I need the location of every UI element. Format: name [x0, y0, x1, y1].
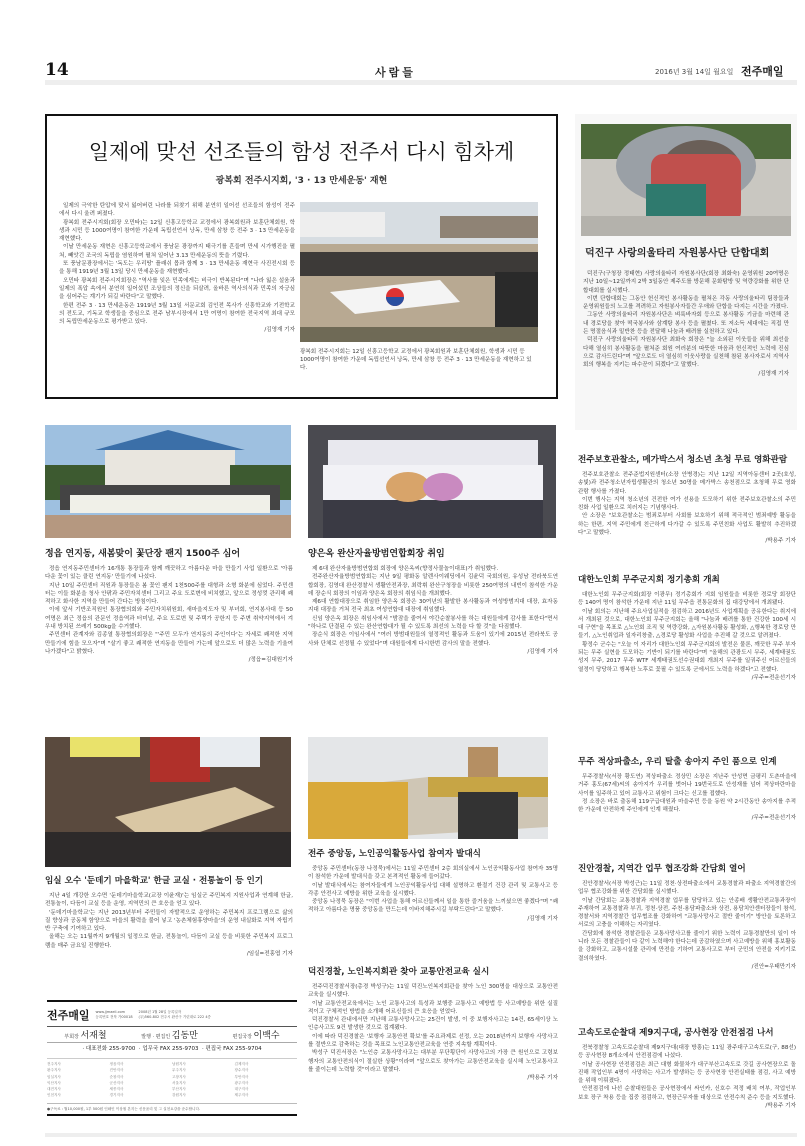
article-imsil	[45, 737, 293, 958]
paragraph: 안 소장은 "보호관찰소는 범죄로부터 사회를 보호하기 위해 적극적인 범죄예방 활동을 하는 한편, 지역 주민에게 친근하게 다가갈 수 있도록 주민친화 사업도 활발히 추진하겠다"고 말했다.	[578, 513, 796, 537]
editor-label: 편집국장	[232, 1034, 252, 1040]
paragraph: 덕진구(구청장 정태현) 사랑의울타리 자원봉사단(회장 최화숙) 운영위원 20여명은 지난 10일~12일까지 2박 3일동안 제주도를 방문해 문화탐방 및 역량강화를 위한 단합대회를 실시했다.	[583, 271, 789, 294]
byline: /김영재 기자	[527, 915, 558, 922]
masthead-note: ●구독료 : 월10,000원, 1부 500원 인쇄인 이상철 본지는 신문윤리 및 그 실천요강을 준수합니다.	[47, 1103, 297, 1116]
article-jinan-police	[578, 862, 796, 971]
article-deokjin-volunteer	[575, 114, 797, 430]
paragraph: 덕진경찰서 관내에서만 지난해 교통사망사고는 25건이 발생, 이 중 보행자사고는 14건, 65세이상 노인층사고도 9건 발생한 것으로 집계됐다.	[308, 1017, 558, 1032]
article-body	[578, 591, 796, 682]
article-probation	[578, 453, 796, 546]
branch-entry: 고창지사	[172, 1074, 186, 1079]
branch-entry: 제주지사	[234, 1093, 249, 1098]
byline: /김영재 기자	[264, 327, 295, 334]
section-title: 사람들	[375, 66, 416, 79]
paragraph: 이날 만세운동 재현은 신흥고등학교에서 풍남문 광장까지 태극기를 흔들며 만세 시가행진을 펼쳐, 빼앗긴 조국의 독립을 염원하며 펼쳐 일어난 3.13 만세운동의 뜻을 기렸다.	[59, 244, 295, 259]
paragraph: 그동안 사랑의울타리 자원봉사단은 벼룩바자회 등으로 봉사활동 기금을 마련해 관내 경로당을 찾아 떡국봉사와 삼계탕 봉사 등을 펼쳤다. 또 저소득 세대에는 직접 만든 명절음식과 밑반찬 등을 전달해 나눔과 배려를 실천하고 있다.	[583, 312, 789, 336]
byline: /정읍=김대원기자	[248, 657, 293, 664]
paragraph: 전주덕진경찰서장(총경 박성구)는 11일 덕진노인복지회관을 찾아 노인 300명을 대상으로 교통안전교육을 실시했다.	[308, 984, 558, 999]
feature-body	[59, 202, 295, 335]
footer-rule	[45, 1133, 797, 1137]
feature-photo	[300, 202, 538, 342]
tel-business: · 업무국 FAX 255-9703	[138, 1046, 199, 1052]
byline: /무주=전운선기자	[751, 815, 796, 822]
article-headline: 덕진구 사랑의울타리 자원봉사단 단합대회	[585, 248, 770, 259]
paragraph: '둔데기마을학교'는 지난 2013년부터 주민들이 자발적으로 운영하는 주민복지 프로그램으로 삶의 질 향상과 공동체 함양으로 마을의 활력을 불어 넣고 '농촌체험휴양마을'의 운영 내실화로 지역 자립기반 구축에 기여하고 있다.	[45, 909, 293, 933]
paragraph: 또 풍남문광장에서는 '독도는 우리땅' 플래쉬 몹과 함께 3 · 13 만세운동 재현극 사진전시회 등을 통해 1919년 3월 13일 당시 만세운동을 재현했다.	[59, 261, 295, 276]
editor-name: 이백수	[253, 1031, 280, 1041]
branch-entry: 장수지사	[234, 1068, 249, 1073]
article-jeongeup	[45, 425, 293, 665]
branch-entry: 순창지사	[109, 1074, 124, 1079]
paragraph: 이날 발대식에서는 참여자들에게 노인공익활동사업 대해 설명하고 환절기 건강 관리 및 교통사고 등 각종 안전사고 예방을 위한 교육을 실시했다.	[308, 882, 558, 897]
article-body	[583, 270, 789, 378]
paragraph: 올해는 오는 11월까지 9개월의 일정으로 한글, 전통놀이, 다듬이 교실 등을 비롯한 주민복지 프로그램을 매주 금요일 진행한다.	[45, 934, 293, 949]
branch-entry: 경기지사	[109, 1093, 124, 1098]
paragraph: 간담회에 참석한 경찰관들은 교통사망사고를 줄이기 위한 노력이 교통경찰만의 일이 아니라 모든 경찰관들이 다 같이 노력해야 한다는데 공감하였으며 사고예방을 위해 홍보활동을 강화하고, 교통시설물 관리에 만전을 기하여 교통사고로 부터 군민의 안전을 지키기로 결의하였다.	[578, 930, 796, 962]
paragraph: 광복회 전주시지회(회장 오민타)는 12일 신흥고등학교 교정에서 광복회원과 보훈단체회원, 학생과 시민 등 1000여명이 참여한 가운데 독립선언서 낭독, 만세 삼창 등 전주 3 · 13 만세운동을 재현했다.	[59, 219, 295, 243]
branch-entry: 김제지사	[234, 1062, 249, 1066]
paragraph: 이에 앞서 기반조직원인 통장협의회와 주민자치위원회, 새마을지도자 및 부녀회, 연지봉사대 등 50여명은 최근 정읍의 관문인 정읍역과 터미널, 주요 도로변 및 주택가 공한지 등 주변 취약지역에서 겨우내 방치된 쓰레기 500kg을 수거했다.	[45, 607, 293, 631]
paragraph: 진안경찰서(서장 박성근)는 11일 정천·상전파출소에서 교통경찰과 파출소 지역경찰간의 업무 협조강화를 위한 간담회를 실시했다.	[578, 881, 796, 896]
branch-entry: 인천지사	[47, 1093, 61, 1098]
paragraph: 이번 단합대회는 그동안 헌신적인 봉사활동을 펼쳐온 각동 사랑의울타리 팀장들과 운영위원들의 노고를 격려하고 자원봉사자들간 우애와 단합을 다지는 시간을 가졌다.	[583, 295, 789, 311]
paragraph: 전주완산자율방범연합회는 지난 9일 평화동 알렌사이웨딩에서 김윤덕 국회의원, 유성남 전라북도연합회장, 김영대 완산경찰서 생활안전과장, 최락휘 완산구청장을 비롯한 250여명의 내빈이 참석한 가운데 장순식 회장의 이임과 양은옥 회장의 취임식을 개최했다.	[308, 574, 558, 597]
paragraph: 이날 회의는 지난해 주요사업실적을 점검하고 2016년도 사업계획을 공유한다는 취지에서 개최된 것으로, 대한노인회 무주군지회는 올해 "나눔과 배려를 통한 건강한 100세 시대 구현"을 목표로 △노인회 조직 및 역량강화, △자원봉사활동 활성화, △행복한 경로당 만들기, △노인취업과 일자리창출, △경로당 활성화 사업을 추진해 갈 것으로 알려졌다.	[578, 608, 796, 640]
article-photo	[45, 737, 291, 867]
article-photo	[45, 425, 291, 538]
issue-date: 2016년 3월 14일 월요일	[655, 68, 734, 76]
branch-entry: 부안지사	[234, 1074, 249, 1079]
branch-entry: 강원지사	[172, 1093, 186, 1098]
paragraph: 지난 4일 개강한 오수면 '둔데기마을학교(교장 이윤재)'는 임실군 주민복지 지원사업과 연계해 한글, 전통놀이, 다듬이 교실 등을 운영, 지역민의 큰 호응을 얻고 있다.	[45, 893, 293, 908]
article-headline: 정읍 연지동, 새봄맞이 꽃단장 팬지 1500주 심어	[45, 549, 241, 559]
article-body	[578, 1044, 796, 1110]
branch-entry: 대전지사	[47, 1087, 61, 1092]
paragraph: 이날 교통안전교육에서는 노인 교통사고의 특성과 보행중 교통사고 예방법 등 사고예방을 위한 실질적이고 구체적인 방법을 소개해 어르신들의 큰 호응을 얻었다.	[308, 1000, 558, 1015]
article-photo	[308, 425, 556, 538]
tel-main: · 대표전화 255-9700	[82, 1046, 136, 1052]
article-headline: 임실 오수 '둔데기 마을학교' 한글 교실 · 전통놀이 등 인기	[45, 876, 264, 886]
branch-directory	[47, 1058, 297, 1099]
paragraph: 장순식 회장은 이임사에서 "여러 방범대원들의 열정적인 활동과 도움이 있기에 2015년 전라북도 공사와 단체로 선정될 수 있었다"며 대원들에게 다시한번 감사의 말을 전했다.	[308, 632, 558, 647]
branch-entry: 정읍지사	[109, 1062, 124, 1066]
paper-name: 전주매일	[741, 65, 784, 78]
paragraph: 중앙동 나정묵 동장은 "이번 사업을 통해 어르신들께서 일을 통한 즐거움을 느끼셨으면 좋겠다"며 "쾌적하고 아름다운 명품 중앙동을 만드는데 이바지해주시길 부탁드린다"고 말했다.	[308, 899, 558, 914]
article-headline: 무주 적상파출소, 우리 탈출 송아지 주인 품으로 인계	[578, 757, 777, 767]
branch-entry: 부산지사	[172, 1087, 186, 1092]
branch-entry: 완주지사	[47, 1068, 61, 1073]
article-headline: 전주 중앙동, 노인공익활동사업 참여자 발대식	[308, 849, 481, 859]
article-headline: 양은옥 완산자율방범연합회장 취임	[308, 549, 445, 559]
paragraph: 황정수 군수는 "오늘 이 자리가 대한노인회 무주군지회의 발전은 물론, 깨끗한 무주 부자되는 무주 실현을 도모하는 기반이 되기를 바란다"며 "올해의 관광도시 무주, 세계태권도 성지 무주, 2017 무주 WTF 세계태권도선수권대회 개최지 무주를 일궈주신 어르신들의 열정이 당당하고 행복한 노후로 꽃필 수 있도록 군에서도 노력을 하겠다"고 전했다.	[578, 641, 796, 673]
byline: /무주=전운선기자	[751, 674, 796, 681]
publisher-label: 발행 · 편집인	[141, 1034, 171, 1040]
article-muju-police	[578, 755, 796, 823]
article-body	[578, 471, 796, 546]
branch-entry: 서울지사	[172, 1080, 186, 1085]
article-headline: 전주보호관찰소, 메가박스서 청소년 초청 무료 영화관람	[578, 455, 788, 465]
article-elderly-assoc	[578, 573, 796, 682]
paragraph: 이번 행사는 지역 청소년의 건전한 여가 선용을 도모하기 위한 전주보호관찰소의 주민 친화 사업 일환으로 치러지는 기념행사다.	[578, 496, 796, 512]
paragraph: 한편 전주 3 · 13 만세운동은 1919년 3월 13일 서문교회 김인전 목사가 신흥학교와 기전학교의 전도교, 기독교 학생들을 중심으로 전주 남부시장에서 1만 여명이 참여한 전국지역 최대 규모의 독립만세운동으로 평가받고 있다.	[59, 302, 295, 326]
feature-headline: 일제에 맞선 선조들의 함성 전주서 다시 힘차게	[88, 140, 515, 164]
byline: /박용주 기자	[765, 538, 796, 545]
paragraph: 제 6대 완산자율방범연합회 회장에 양은옥씨(향정사물놀이대표)가 취임했다.	[312, 566, 499, 572]
paragraph: 신임 양은옥 회장은 취임사에서 "밤잠을 줄여서 야간순찰봉사를 하는 대원들에게 감사를 표한다"면서 "하나로 단결된 수 있는 완산연합대가 될 수 있도록 최선의 노력을 다 할 것"을 다짐했다.	[308, 615, 558, 631]
page-number: 14	[45, 60, 69, 80]
article-photo	[581, 124, 791, 236]
article-photo	[308, 737, 548, 839]
masthead-registration: 등록번호 전북 가00018	[95, 1014, 133, 1019]
byline: /박용주 기자	[527, 1075, 558, 1082]
paragraph: 주민센터 관계자와 김종열 통장협의회장은 "'주민 모두가 연지동의 주인이다'는 자세로 쾌적한 지역 만들기에 힘을 모으자"며 "살기 좋고 쾌적한 연지동을 만들어 가는데 앞으로도 더 많은 노력을 기울여 나가겠다"고 밝혔다.	[45, 632, 293, 655]
paragraph: 대한노인회 무주군지회(회장 이광무) 정기총회가 지회 임원들을 비롯한 경로당 회장단 등 140여 명이 참석한 가운데 지난 11일 무주읍 전통문화의 집 대강당에서 개최됐다.	[578, 592, 796, 607]
paragraph: 무주경찰서(서장 황도연) 적상파출소 정상민 소장은 지난주 안성면 금평리 도촌마을에 거주 홍도(67세)씨의 송아지가 우리를 벗어나 19번국도로 안성재를 넘어 적상마란마을 사이를 일주하고 있어 교통사고 위험이 크다는 신고를 접했다.	[578, 774, 796, 797]
paragraph: 제6대 연합대장으로 취임한 양은옥 회장은 30여년의 활발한 봉사활동과 여성방범지대 대장, 효자동지대 대장을 거쳐 전국 최초 여성연합대 대장에 취임했다.	[308, 599, 558, 614]
branch-entry: 대구지사	[234, 1087, 249, 1092]
paragraph: 이날 공사현장 안전점검은 최근 대형 화물차가 대구부산고속도로 갓길 공사현장으로 돌진해 작업인부 4명이 사망하는 사고가 발생하는 등 공사현장 안전실태를 점검, 사고 예방을 위해 이뤄졌다.	[578, 1061, 796, 1085]
masthead-founded: 2008년 1월 28일 등록일자	[138, 1009, 182, 1014]
branch-entry: 익산지사	[47, 1080, 61, 1085]
article-yang-euneok	[308, 425, 558, 656]
vice-chair-label: 부회장	[64, 1034, 79, 1040]
masthead-logo: 전주매일	[47, 1008, 90, 1022]
article-headline: 대한노인회 무주군지회 정기총회 개최	[578, 575, 720, 585]
paragraph: 박성구 덕진서장은 "노인층 교통사망사고는 대부분 무단횡단이 사망사고의 가장 큰 원인으로 고령보행자의 교통안전의식이 절실한 상황"이라며 "앞으로도 찾아가는 교통안전교육을 실시해 노인교통사고를 줄이는데 노력할 것"이라고 말했다.	[308, 1050, 558, 1073]
branch-entry: 남원지사	[172, 1062, 186, 1066]
article-deokjin-police	[308, 965, 558, 1083]
paragraph: 정읍 연지동주민센터가 16개통 통장들과 함께 깨끗하고 아름다운 마을 만들기 사업 일환으로 '아름다운 꽃이 있는 클린 연지동' 만들기에 나섰다.	[45, 566, 293, 581]
paragraph: 덕진구 사랑의울타리 자원봉사단 최화숙 회장은 "늘 소외된 이웃들을 위해 최선을 다해 열심히 봉사활동을 펼쳐준 회원 여러분의 따뜻한 마음과 헌신적인 노력에 진심으로 감사드린다"며 "앞으로도 더 열심히 이웃사랑을 실천해 참된 봉사자로서 지역사회의 행복을 지키는 파수꾼이 되겠다"고 말했다.	[583, 337, 789, 369]
article-headline: 진안경찰, 지역간 업무 협조강화 간담회 열어	[578, 864, 746, 874]
article-body	[45, 565, 293, 665]
paragraph: 이날 간담회는 교통경찰과 지역경찰 업무를 담당하고 있는 안종배 생활안전교통과장이 주재하여 교통경찰과 부귀, 정천·상전, 주천·용담파출소와 상전, 용담치안센터장들이 참석, 경찰서와 지역경찰간 업무협조를 강화하여 "교통사망사고 절반 줄이기" 방안을 토론하고 서로의 고충을 이해하는 자리였다.	[578, 897, 796, 929]
paragraph: 전주보호관찰소 전주준법지원센터(소장 안병경)는 지난 12일 지역아동센터 2곳(호성, 송빛)과 전주청소년자립생활관의 청소년 30명을 메가박스 송천점으로 초청해 무료 영화관람 행사를 가졌다.	[578, 472, 796, 495]
byline: /임실=전홍엽 기자	[246, 951, 293, 958]
paragraph: 안전점검에 나선 순찰대원들은 공사현장에서 싸인카, 신호수 적정 배치 여부, 작업인부 보호 장구 착용 등을 집중 점검하고, 현장근무자를 대상으로 안전수칙 준수 등을 지도했다.	[578, 1086, 796, 1101]
branch-entry: 전주지사	[47, 1062, 61, 1066]
masthead-address: (우)560-802 전주시 완산구 기린대로 222 4층	[138, 1014, 211, 1019]
byline: /진안=우태만기자	[751, 963, 796, 970]
feature-photo-caption: 광복회 전주시지회는 12일 신흥고등학교 교정에서 광복회원과 보훈단체회원, 학생과 시민 등 1000여명이 참여한 가운데 독립선언서 낭독, 만세 삼창 등 전주 3 · 13 만세운동을 재현하고 있다.	[300, 349, 532, 371]
paragraph: 오민타 광복회 전주시지회장은 "역사를 잊은 민족에게는 비극이 반복된다"며 "나라 잃은 설움과 일제의 폭압 속에서 분연히 일어섰던 조상들의 정신을 되살려, 올바른 역사의식과 민족의 자긍심을 심어주는 계기가 되길 바란다"고 말했다.	[59, 277, 295, 301]
byline: /김영재 기자	[527, 648, 558, 655]
paragraph: 중앙동 주민센터(동장 나정묵)에서는 11일 주민센터 2층 회의실에서 노인공익활동사업 참여자 35명이 참석한 가운데 발대식을 갖고 본격적인 활동에 들어갔다.	[308, 866, 558, 881]
branch-entry: 광주지사	[234, 1080, 249, 1085]
article-body	[308, 565, 558, 656]
feature-article	[45, 114, 558, 399]
article-body	[578, 880, 796, 971]
article-headline: 덕진경찰, 노인복지회관 찾아 교통안전교육 실시	[308, 967, 490, 977]
paragraph: 이에 따라 덕진경찰은 '보행자 교통안전 확보'를 주요과제로 선정, 오는 2018년까지 보행자 사망사고를 절반으로 감축하는 것을 목표로 노인교통안전교육을 연중 지속할 계획이다.	[308, 1033, 558, 1049]
paragraph: 정 소장은 바로 출동해 119구급대원과 마을주민 등을 동원 약 2시간동안 송아지를 추적한 가운데 안전하게 주인에게 인계 해줬다.	[578, 798, 796, 814]
publisher-name: 김동만	[171, 1031, 198, 1041]
article-body	[45, 892, 293, 958]
branch-entry: 임실지사	[47, 1074, 61, 1079]
article-body	[308, 865, 558, 923]
article-body	[308, 983, 558, 1083]
tel-editorial: · 편집국 FAX 255-9704	[201, 1046, 262, 1052]
article-jungang	[308, 737, 558, 923]
branch-entry: 무주지사	[172, 1068, 186, 1073]
vice-chair-name: 서재철	[80, 1031, 107, 1041]
article-headline: 고속도로순찰대 제9지구대, 공사현장 안전점검 나서	[578, 1028, 774, 1038]
header-rule	[45, 80, 797, 85]
branch-entry: 군산지사	[109, 1080, 124, 1085]
article-highway-patrol	[578, 1026, 796, 1110]
paragraph: 전북경찰청 고속도로순찰대 제9지구대(대장 방흥)는 11일 광주대구고속도로(구, 88선) 등 공사현장 8개소에서 안전점검에 나섰다.	[578, 1045, 796, 1060]
paragraph: 지난 10일 주민센터 직원과 통장들은 봄 꽃인 팬지 1천500주를 대형과 소형 화분에 심었다. 주민센터는 이들 화분을 청사 안팎과 주민자치센터 그리고 주요 도로변에 비치했고, 앞으로 정성껏 관리해 쾌적하고 화사한 지역을 만들어 간다는 방침이다.	[45, 582, 293, 606]
feature-subtitle: 광복회 전주시지회, '3 · 13 만세운동' 재현	[215, 176, 388, 186]
byline: /김영재 기자	[758, 370, 789, 377]
masthead	[47, 1000, 297, 1116]
branch-entry: 진안지사	[109, 1068, 124, 1073]
branch-entry: 세종지사	[109, 1087, 124, 1092]
byline: /박용주 기자	[765, 1103, 796, 1110]
paragraph: 일제의 극악한 탄압에 맞서 잃어버린 나라를 되찾기 위해 분연히 일어선 선조들의 함성이 전주에서 다시 울려 퍼졌다.	[59, 203, 295, 218]
masthead-website[interactable]: www.jjmaeil.com	[95, 1009, 126, 1014]
article-body	[578, 773, 796, 823]
